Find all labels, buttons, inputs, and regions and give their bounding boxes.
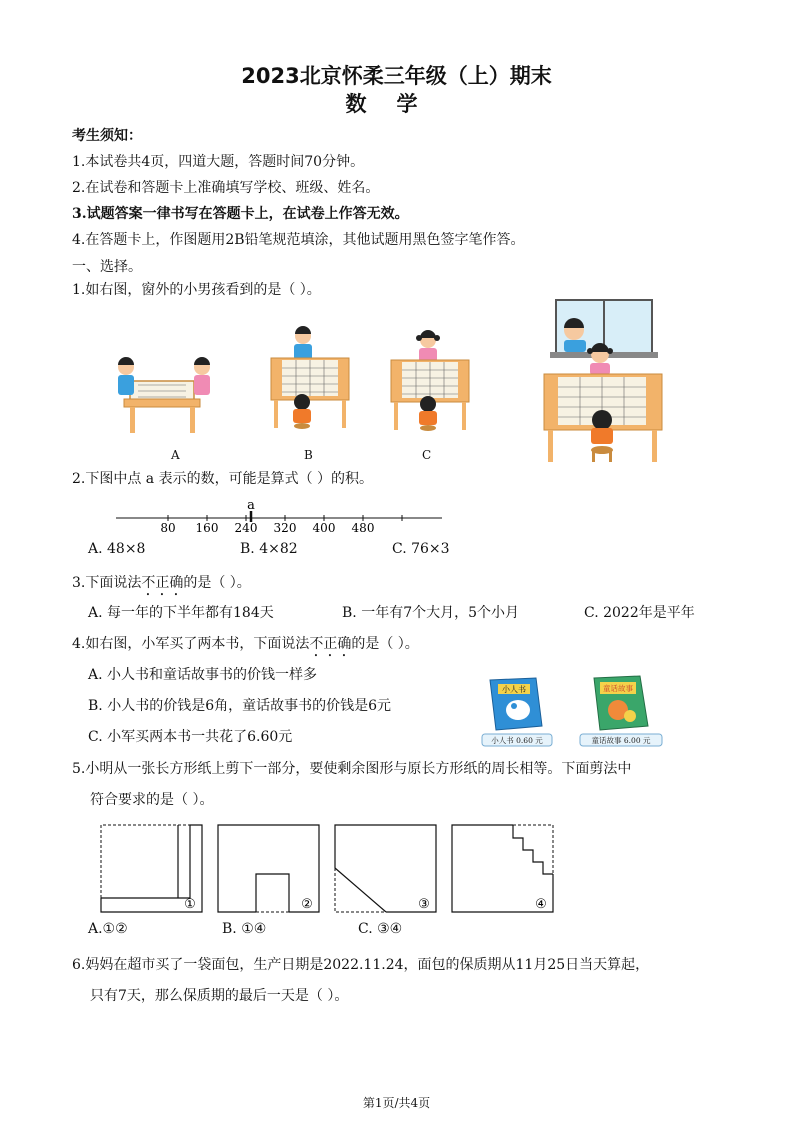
q2-option-c: C. 76×3 <box>392 541 450 557</box>
q1-option-b-label: B <box>304 448 313 462</box>
question-6-text: 6.妈妈在超市买了一袋面包，生产日期是2022.11.24，面包的保质期从11月25日当天算起， <box>72 957 650 973</box>
q5-figure-2 <box>217 824 321 914</box>
q5-figure-1 <box>100 824 204 914</box>
q2-tick-label: 320 <box>273 521 297 535</box>
q1-scene-figure <box>540 298 665 464</box>
q5-figure-2-label: ② <box>301 897 313 912</box>
q4-book1-price: 小人书 0.60 元 <box>491 736 543 745</box>
q5-option-a: A.①② <box>88 921 128 937</box>
q4-book1-cover-title: 小人书 <box>502 685 526 694</box>
notice-item: 2.在试卷和答题卡上准确填写学校、班级、姓名。 <box>72 180 380 196</box>
q4-option-a: A. 小人书和童话故事书的价钱一样多 <box>88 667 318 683</box>
q2-tick-label: 160 <box>195 521 219 535</box>
notice-item: 4.在答题卡上，作图题用2B铅笔规范填涂，其他试题用黑色签字笔作答。 <box>72 232 525 248</box>
q2-option-b: B. 4×82 <box>240 541 298 557</box>
q5-option-c: C. ③④ <box>358 921 403 937</box>
notice-item: 1.本试卷共4页，四道大题，答题时间70分钟。 <box>72 154 365 170</box>
q2-tick-label: 80 <box>160 521 176 535</box>
q2-tick-label: 400 <box>312 521 336 535</box>
q5-figure-4-label: ④ <box>535 897 547 912</box>
question-5-text-cont: 符合要求的是（ ）。 <box>90 792 214 808</box>
q5-figure-4 <box>451 824 555 914</box>
page-footer: 第1页/共4页 <box>362 1096 431 1110</box>
q2-option-a: A. 48×8 <box>88 541 146 557</box>
q2-point-label: a <box>247 498 255 513</box>
question-1-text: 1.如右图，窗外的小男孩看到的是（ ）。 <box>72 282 321 298</box>
q4-book-fairy-tale <box>578 674 664 748</box>
q1-option-b-figure <box>268 326 352 432</box>
page-title: 2023北京怀柔三年级（上）期末 <box>241 64 552 88</box>
question-3-text: 3.下面说法不正确的是（ ）。 <box>72 575 251 591</box>
q1-option-c-figure <box>388 330 472 434</box>
q4-book-picture-book <box>476 676 556 748</box>
section-heading: 一、选择。 <box>72 259 142 275</box>
q5-figure-3 <box>334 824 438 914</box>
q2-tick-label: 240 <box>234 521 258 535</box>
notice-heading: 考生须知： <box>72 128 142 144</box>
notice-item: 3.试题答案一律书写在答题卡上，在试卷上作答无效。 <box>72 206 409 222</box>
q2-tick-label: 480 <box>351 521 375 535</box>
question-2-text: 2.下图中点 a 表示的数，可能是算式（ ）的积。 <box>72 471 374 487</box>
q5-option-b: B. ①④ <box>222 921 267 937</box>
subject-title: 数学 <box>345 92 448 116</box>
q3-option-b: B. 一年有7个大月，5个小月 <box>342 605 520 621</box>
question-5-text: 5.小明从一张长方形纸上剪下一部分，要使剩余图形与原长方形纸的周长相等。下面剪法中 <box>72 761 632 777</box>
q1-option-c-label: C <box>422 448 432 462</box>
q2-number-line <box>110 498 450 538</box>
q1-option-a-figure <box>108 355 212 435</box>
q4-option-c: C. 小军买两本书一共花了6.60元 <box>88 729 293 745</box>
q3-option-a: A. 每一年的下半年都有184天 <box>88 605 274 621</box>
question-4-text: 4.如右图，小军买了两本书，下面说法不正确的是（ ）。 <box>72 636 419 652</box>
q4-book2-cover-title: 童话故事 <box>603 684 633 693</box>
q1-option-a-label: A <box>171 448 180 462</box>
q5-figure-3-label: ③ <box>418 897 430 912</box>
q5-figure-1-label: ① <box>184 897 196 912</box>
q3-option-c: C. 2022年是平年 <box>584 605 695 621</box>
q4-book2-price: 童话故事 6.00 元 <box>591 736 651 745</box>
q4-option-b: B. 小人书的价钱是6角，童话故事书的价钱是6元 <box>88 698 392 714</box>
question-6-text-cont: 只有7天，那么保质期的最后一天是（ ）。 <box>90 988 349 1004</box>
